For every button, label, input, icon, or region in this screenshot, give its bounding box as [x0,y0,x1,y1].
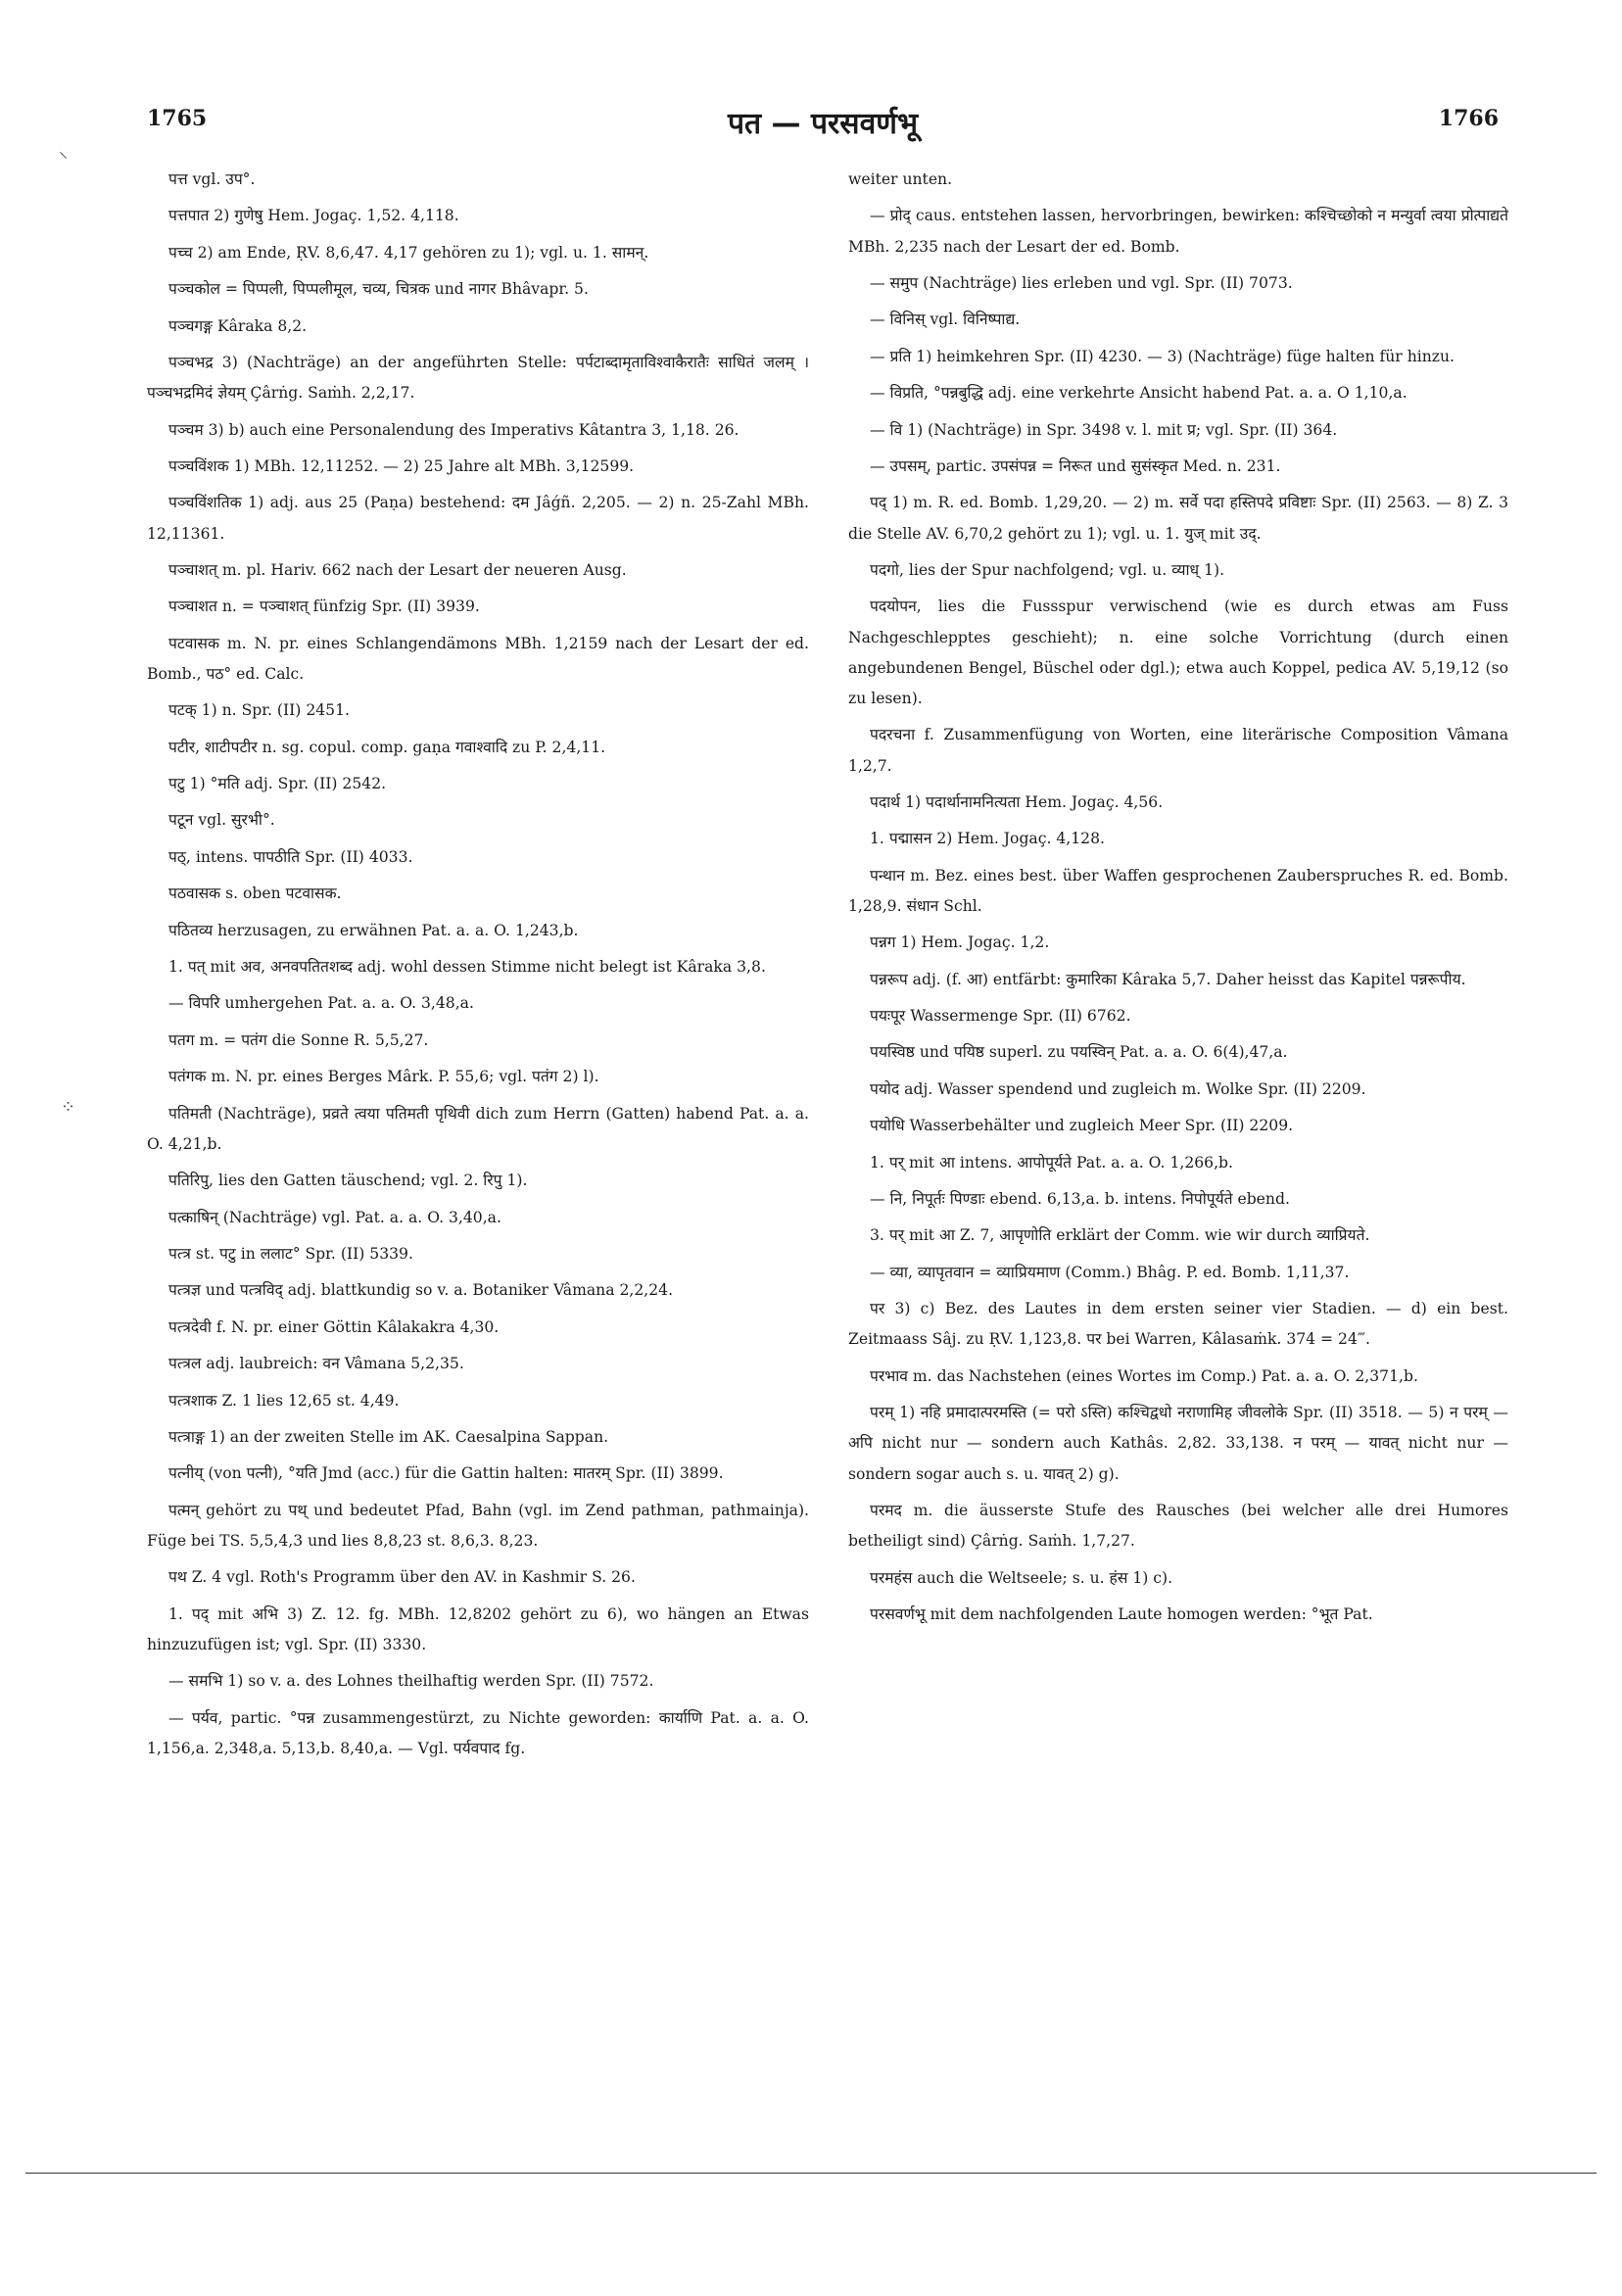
dictionary-entry: पयोद adj. Wasser spendend und zugleich m. Wolke Spr. (II) 2209. [870,1079,1366,1098]
dictionary-entry: परमद m. die äusserste Stufe des Rausches (bei welcher alle drei Humores betheiligt sind) Çârṅg. Saṁh. 1,7,27. [848,1501,1508,1551]
dictionary-entry: — नि, निपूर्तः पिण्डाः ebend. 6,13,a. b. intens. निपोपूर्यते ebend. [870,1190,1290,1209]
dictionary-entry: 3. पर् mit आ Z. 7, आपृणोति erklärt der Comm. wie wir durch व्याप्रियते. [870,1226,1370,1245]
dictionary-entry: पञ्चविंशतिक 1) adj. aus 25 (Paṇa) bestehend: दम Jâǵñ. 2,205. — 2) n. 25-Zahl MBh. 12,11361. [147,494,809,543]
margin-mark: ⁘ [61,1097,76,1118]
dictionary-entry: — विनिस् vgl. विनिष्पाद्य. [870,311,1021,329]
dictionary-entry: पत्त्र st. पटु in ललाट° Spr. (II) 5339. [168,1244,413,1263]
dictionary-entry: — वि 1) (Nachträge) in Spr. 3498 v. l. mit प्र; vgl. Spr. (II) 364. [870,420,1338,439]
dictionary-entry: — पर्यव, partic. °पन्न zusammengestürzt, zu Nichte geworden: कार्याणि Pat. a. a. O. 1,156,a. 2,348,a. 5,13,b. 8,40,a. — Vgl. पर्यवपाद fg. [147,1708,809,1757]
dictionary-entry: पन्नरूप adj. (f. आ) entfärbt: कुमारिका Kâraka 5,7. Daher heisst das Kapitel पन्नरूपीय. [870,970,1466,988]
dictionary-entry: पत्मन् gehört zu पथ् und bedeutet Pfad, Bahn (vgl. im Zend pathman, pathmainja). Füge bei TS. 5,5,4,3 und lies 8,8,23 st. 8,6,3. 8,23. [147,1501,809,1550]
dictionary-entry: पञ्चम 3) b) auch eine Personalendung des Imperativs Kâtantra 3, 1,18. 26. [168,420,739,439]
dictionary-entry: पठवासक s. oben पटवासक. [168,885,342,903]
dictionary-entry: — विपरि umhergehen Pat. a. a. O. 3,48,a. [168,994,474,1013]
dictionary-entry: पत्काषिन् (Nachträge) vgl. Pat. a. a. O. 3,40,a. [168,1208,501,1226]
dictionary-entry: पत्त्रदेवी f. N. pr. einer Göttin Kâlakakra 4,30. [168,1317,500,1336]
page-number-right: 1766 [1438,106,1499,131]
dictionary-entry: — उपसम्, partic. उपसंपन्न = निरूत und सुसंस्कृत Med. n. 231. [870,456,1281,475]
dictionary-entry: पत्त्रशाक Z. 1 lies 12,65 st. 4,49. [168,1391,400,1410]
dictionary-entry: पञ्चकोल = पिप्पली, पिप्पलीमूल, चव्य, चित्रक und नागर Bhâvapr. 5. [168,280,589,299]
dictionary-entry: 1. पर् mit आ intens. आपोपूर्यते Pat. a. a. O. 1,266,b. [870,1153,1233,1172]
dictionary-entry: पटु 1) °मति adj. Spr. (II) 2542. [168,775,387,793]
dictionary-entry: पच्च 2) am Ende, ṚV. 8,6,47. 4,17 gehören zu 1); vgl. u. 1. सामन्. [168,243,649,262]
dictionary-entry: पटक् 1) n. Spr. (II) 2451. [168,701,350,720]
dictionary-entry: weiter unten. [848,170,953,188]
dictionary-entry: पटवासक m. N. pr. eines Schlangendämons MBh. 1,2159 nach der Lesart der ed. Bomb., पठ° ed. Calc. [147,634,809,683]
dictionary-entry: पतिमती (Nachträge), प्रव्रते त्वया पतिमती पृथिवी dich zum Herrn (Gatten) habend Pat. a. a. O. 4,21,b. [147,1104,809,1153]
dictionary-entry: पञ्चगङ्ग Kâraka 8,2. [168,316,308,335]
dictionary-entry: — प्रोद् caus. entstehen lassen, hervorbringen, bewirken: कश्चिच्छोको न मन्युर्वा त्वया प्रोत्पाद्यते MBh. 2,235 nach der Lesart der ed. Bomb. [848,207,1508,256]
dictionary-entry: परमहंस auch die Weltseele; s. u. हंस 1) c). [870,1568,1173,1587]
dictionary-entry: पञ्चविंशक 1) MBh. 12,11252. — 2) 25 Jahre alt MBh. 3,12599. [168,456,635,475]
dictionary-entry: पत्त vgl. उप°. [168,170,256,188]
dictionary-entry: पत्त्राङ्ग 1) an der zweiten Stelle im AK. Caesalpina Sappan. [168,1427,609,1446]
dictionary-entry: पत्त्रल adj. laubreich: वन Vâmana 5,2,35. [168,1355,464,1373]
dictionary-entry: पञ्चभद्र 3) (Nachträge) an der angeführten Stelle: पर्पटाब्दामृताविश्वाकैरातैः साधितं जलम् । पञ्चभद्रमिदं ज्ञेयम् Çârṅg. Saṁh. 2,2,17. [147,353,809,403]
dictionary-entry: पञ्चाशत n. = पञ्चाशत् fünfzig Spr. (II) 3939. [168,598,480,616]
dictionary-entry: पदगो, lies der Spur nachfolgend; vgl. u. व्याध् 1). [870,560,1225,579]
dictionary-entry: पत्त्रज्ञ und पत्त्रविद् adj. blattkundig so v. a. Botaniker Vâmana 2,2,24. [168,1281,674,1300]
dictionary-entry: परभाव m. das Nachstehen (eines Wortes im Comp.) Pat. a. a. O. 2,371,b. [870,1366,1418,1385]
dictionary-entry: पन्थान m. Bez. eines best. über Waffen gesprochenen Zauberspruches R. ed. Bomb. 1,28,9. संधान Schl. [848,866,1508,915]
dictionary-entry: पत्तपात 2) गुणेषु Hem. Jogaç. 1,52. 4,118. [168,207,459,225]
dictionary-entry: पदयोपन, lies die Fussspur verwischend (wie es durch etwas am Fuss Nachgeschlepptes geschieht); n. eine solche Vorrichtung (durch einen angebundenen Bengel, Büschel oder dgl.); etwa auch Koppel, pedica AV. 5,19,12 (so zu lesen). [848,598,1508,707]
dictionary-entry: पद् 1) m. R. ed. Bomb. 1,29,20. — 2) m. सर्वे पदा हस्तिपदे प्रविष्टाः Spr. (II) 2563. — 8) Z. 3 die Stelle AV. 6,70,2 gehört zu 1); vgl. u. 1. युज् mit उद्. [848,494,1508,543]
dictionary-entry: पथ Z. 4 vgl. Roth's Programm über den AV. in Kashmir S. 26. [168,1568,636,1587]
dictionary-entry: पटीर, शाटीपटीर n. sg. copul. comp. gaṇa गवाश्वादि zu P. 2,4,11. [168,738,606,756]
dictionary-entry: पत्नीय् (von पत्नी), °यति Jmd (acc.) für die Gattin halten: मातरम् Spr. (II) 3899. [168,1464,724,1483]
bottom-rule [25,2173,1597,2174]
dictionary-entry: — विप्रति, °पन्नबुद्धि adj. eine verkehrte Ansicht habend Pat. a. a. O 1,10,a. [870,384,1407,403]
dictionary-entry: पटून vgl. सुरभी°. [168,811,275,830]
dictionary-entry: 1. पत् mit अव, अनवपतितशब्द adj. wohl dessen Stimme nicht belegt ist Kâraka 3,8. [168,958,766,977]
margin-mark: ⸌ [59,149,68,169]
dictionary-entry: पयोधि Wasserbehälter und zugleich Meer Spr. (II) 2209. [870,1117,1294,1135]
dictionary-entry: — समुप (Nachträge) lies erleben und vgl. Spr. (II) 7073. [870,273,1293,292]
right-column [848,165,1508,1636]
dictionary-entry: परम् 1) नहि प्रमादात्परमस्ति (= परो ऽस्ति) कश्चिद्वधो नराणामिह जीवलोके Spr. (II) 3518. — 5) न परम् — अपि nicht nur — sondern auch Kathâs. 2,82. 33,138. न परम् — यावत् nicht nur — sondern sogar auch s. u. यावत् 2) g). [848,1404,1508,1483]
dictionary-entry: पठ्, intens. पापठीति Spr. (II) 4033. [168,847,413,866]
dictionary-entry: पतग m. = पतंग die Sonne R. 5,5,27. [168,1030,429,1049]
dictionary-entry: पन्नग 1) Hem. Jogaç. 1,2. [870,933,1050,952]
dictionary-entry: 1. पद्मासन 2) Hem. Jogaç. 4,128. [870,830,1105,848]
dictionary-entry: पतिरिपु, lies den Gatten täuschend; vgl. 2. रिपु 1). [168,1172,528,1190]
running-head: पत — परसवर्णभू [727,107,919,141]
dictionary-entry: — समभि 1) so v. a. des Lohnes theilhaftig werden Spr. (II) 7572. [168,1672,654,1691]
dictionary-entry: पयस्विष्ठ und पयिष्ठ superl. zu पयस्विन् Pat. a. a. O. 6(4),47,a. [870,1043,1288,1062]
dictionary-entry: — प्रति 1) heimkehren Spr. (II) 4230. — 3) (Nachträge) füge halten für hinzu. [870,347,1455,365]
dictionary-entry: पयःपूर Wassermenge Spr. (II) 6762. [870,1007,1131,1026]
dictionary-entry: — व्या, व्यापृतवान = व्याप्रियमाण (Comm.) Bhâg. P. ed. Bomb. 1,11,37. [870,1263,1350,1281]
page-number-left: 1765 [147,106,208,131]
dictionary-entry: 1. पद् mit अभि 3) Z. 12. fg. MBh. 12,8202 gehört zu 6), wo hängen an Etwas hinzuzufügen ist; vgl. Spr. (II) 3330. [147,1604,809,1653]
dictionary-entry: पठितव्य herzusagen, zu erwähnen Pat. a. a. O. 1,243,b. [168,921,579,939]
dictionary-entry: पदार्थ 1) पदार्थानामनित्यता Hem. Jogaç. 4,56. [870,792,1164,811]
page-header [147,106,1499,145]
dictionary-entry: पदरचना f. Zusammenfügung von Worten, eine literärische Composition Vâmana 1,2,7. [848,726,1508,775]
dictionary-entry: पतंगक m. N. pr. eines Berges Mârk. P. 55,6; vgl. पतंग 2) l). [168,1068,599,1086]
left-column [147,165,809,1770]
dictionary-entry: पर 3) c) Bez. des Lautes in dem ersten seiner vier Stadien. — d) ein best. Zeitmaass Sâj. zu ṚV. 1,123,8. पर bei Warren, Kâlasaṁk. 374 = 24‴. [848,1300,1508,1349]
dictionary-entry: पञ्चाशत् m. pl. Hariv. 662 nach der Lesart der neueren Ausg. [168,560,627,579]
dictionary-entry: परसवर्णभू mit dem nachfolgenden Laute homogen werden: °भूत Pat. [870,1604,1373,1623]
